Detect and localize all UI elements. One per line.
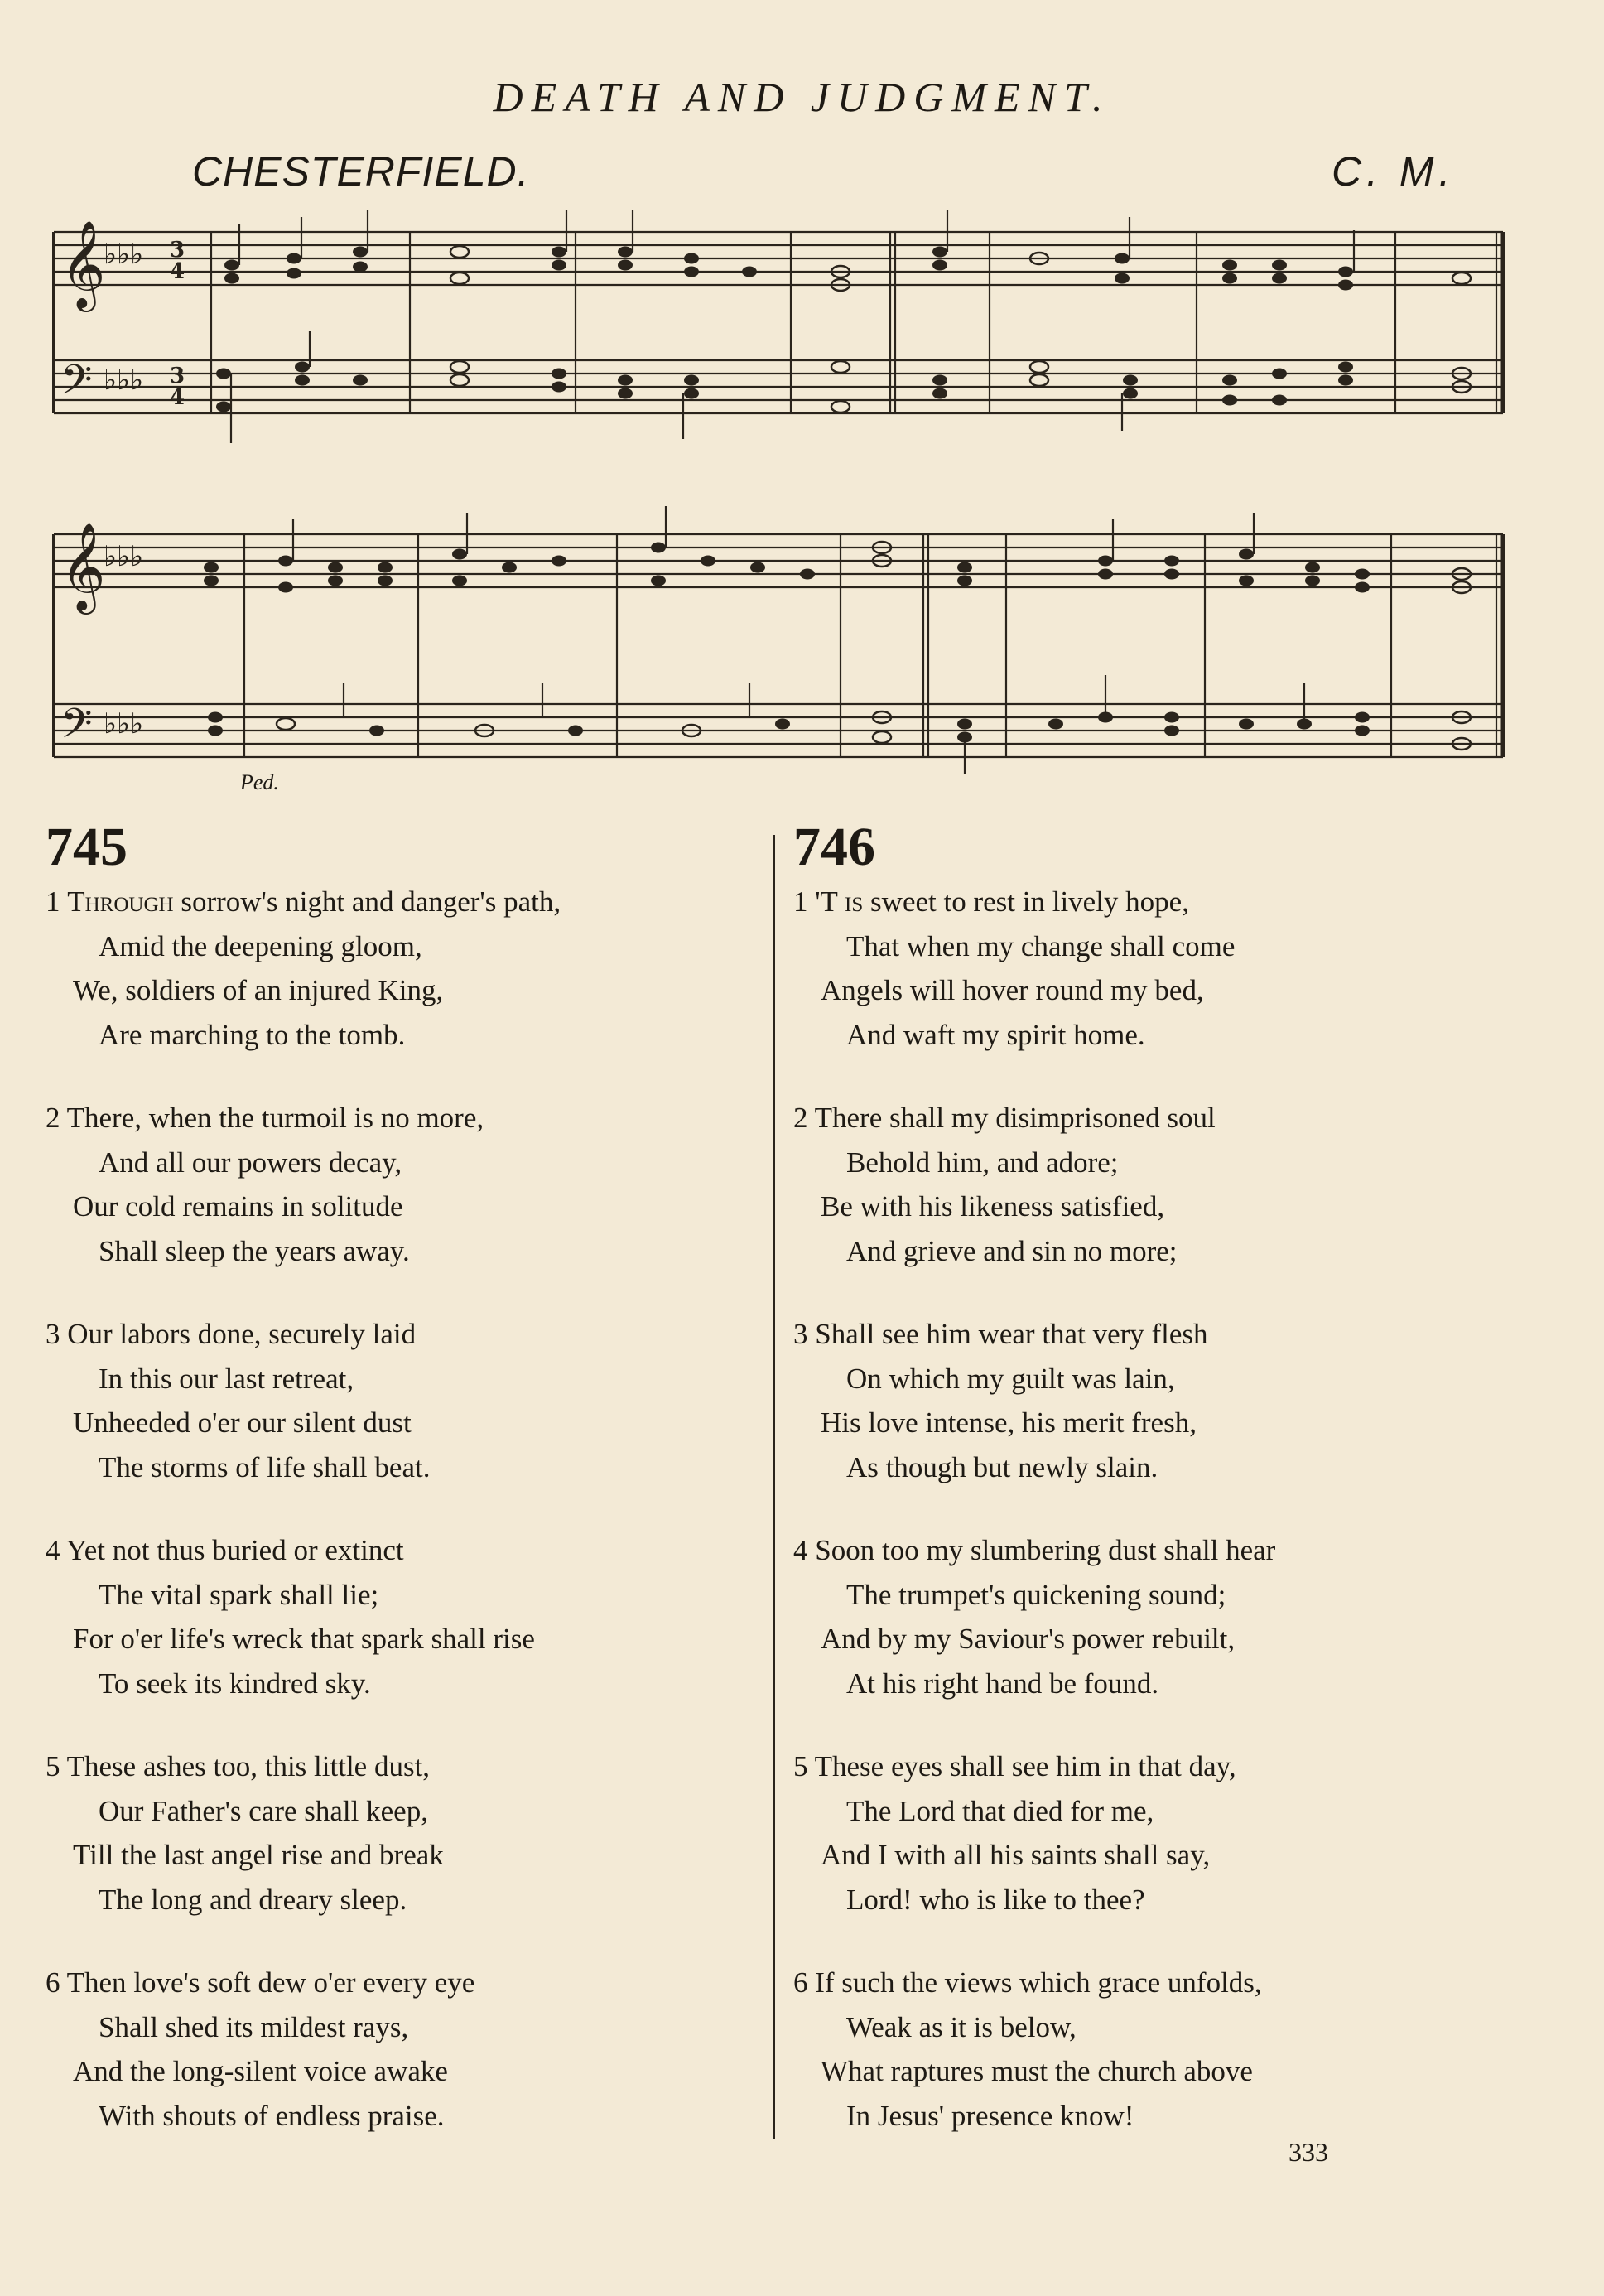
stanza-6: [793, 1961, 1522, 2138]
stanza-line: Weak as it is below,: [846, 2010, 1077, 2043]
stanza-line: [793, 1744, 1522, 1789]
stanza-line: [793, 880, 1522, 924]
svg-text:♭♭♭: ♭♭♭: [104, 540, 144, 573]
stanza-line-text: Then love's soft dew o'er every eye: [66, 1966, 475, 1999]
stanza-line: With shouts of endless praise.: [99, 2099, 445, 2132]
stanza-line: [46, 880, 766, 924]
music-system-1: [46, 199, 1520, 447]
stanza-line: [793, 1096, 1522, 1141]
stanza-number: 1: [793, 885, 808, 918]
stanza-line: For o'er life's wreck that spark shall rise: [73, 1623, 535, 1655]
stanza-line: [793, 1312, 1522, 1357]
stanza-line: And by my Saviour's power rebuilt,: [821, 1623, 1236, 1655]
stanza-line: [46, 1312, 766, 1357]
stanza-line: On which my guilt was lain,: [846, 1362, 1175, 1395]
stanza-line: Be with his likeness satisfied,: [821, 1190, 1165, 1223]
svg-text:♭♭♭: ♭♭♭: [104, 364, 144, 397]
stanza-5: [46, 1744, 766, 1922]
stanza-number: 3: [793, 1318, 808, 1350]
stanza-3: [793, 1312, 1522, 1489]
stanza-line-text: There, when the turmoil is no more,: [66, 1102, 484, 1134]
tune-name: CHESTERFIELD.: [192, 148, 530, 195]
svg-text:3: 3: [170, 364, 185, 388]
stanza-6: [46, 1961, 766, 2138]
stanza-line: And grieve and sin no more;: [846, 1234, 1178, 1267]
svg-text:𝄢: 𝄢: [60, 356, 93, 414]
stanza-1: [793, 880, 1522, 1057]
stanza-line: And all our powers decay,: [99, 1146, 402, 1179]
stanza-line: Shall shed its mildest rays,: [99, 2010, 409, 2043]
stanza-line-text: Soon too my slumbering dust shall hear: [815, 1534, 1276, 1566]
stanza-line: [46, 1744, 766, 1789]
stanza-line-text: sorrow's night and danger's path,: [181, 885, 561, 918]
stanza-4: [46, 1528, 766, 1705]
stanza-number: 2: [46, 1102, 60, 1134]
stanza-line: Unheeded o'er our silent dust: [73, 1406, 412, 1439]
svg-text:3: 3: [170, 238, 185, 263]
stanza-line: Are marching to the tomb.: [99, 1018, 406, 1051]
svg-text:♭♭♭: ♭♭♭: [104, 238, 144, 271]
music-system-2: [46, 501, 1520, 791]
hymn-number: 746: [793, 817, 875, 877]
stanza-5: [793, 1744, 1522, 1922]
stanza-first-word: Through: [67, 885, 174, 918]
pedal-mark: Ped.: [240, 770, 279, 794]
stanza-line: [46, 1096, 766, 1141]
stanza-line-text: Our labors done, securely laid: [67, 1318, 417, 1350]
stanza-2: [793, 1096, 1522, 1273]
svg-text:4: 4: [170, 385, 185, 410]
stanza-line: What raptures must the church above: [821, 2055, 1253, 2087]
stanza-line-text: These eyes shall see him in that day,: [814, 1750, 1236, 1782]
stanza-line: The trumpet's quickening sound;: [846, 1578, 1226, 1611]
stanza-line: Till the last angel rise and break: [73, 1839, 444, 1871]
stanza-line: The Lord that died for me,: [846, 1794, 1154, 1827]
stanza-line: [793, 1528, 1522, 1573]
svg-text:𝄞: 𝄞: [60, 522, 106, 610]
stanza-number: 4: [793, 1534, 808, 1566]
stanza-line: Amid the deepening gloom,: [99, 929, 422, 962]
stanza-line: Our Father's care shall keep,: [99, 1794, 428, 1827]
stanza-line: In this our last retreat,: [99, 1362, 354, 1395]
stanza-number: 1: [46, 885, 60, 918]
stanza-number: 5: [46, 1750, 60, 1782]
stanza-line-text: sweet to rest in lively hope,: [870, 885, 1189, 918]
stanza-line: And waft my spirit home.: [846, 1018, 1145, 1051]
stanza-line: The storms of life shall beat.: [99, 1450, 431, 1483]
stanza-2: [46, 1096, 766, 1273]
stanza-1: [46, 880, 766, 1057]
stanza-line: To seek its kindred sky.: [99, 1667, 371, 1700]
stanza-line: Shall sleep the years away.: [99, 1234, 410, 1267]
stanza-line: Behold him, and adore;: [846, 1146, 1119, 1179]
stanza-line: His love intense, his merit fresh,: [821, 1406, 1197, 1439]
svg-text:4: 4: [170, 259, 185, 284]
stanza-line-text: These ashes too, this little dust,: [66, 1750, 431, 1782]
stanza-line-text: Yet not thus buried or extinct: [65, 1534, 404, 1566]
stanza-line: Our cold remains in solitude: [73, 1190, 403, 1223]
stanza-line: [793, 1961, 1522, 2005]
svg-text:𝄞: 𝄞: [60, 219, 106, 308]
hymn-746: [793, 818, 1522, 2177]
stanza-line: [46, 1961, 766, 2005]
stanza-line: We, soldiers of an injured King,: [73, 974, 444, 1006]
hymn-745: [46, 818, 766, 2177]
stanza-number: 6: [46, 1966, 60, 1999]
stanza-line-text: There shall my disimprisoned soul: [814, 1102, 1216, 1134]
hymn-number: 745: [46, 817, 128, 877]
svg-text:♭♭♭: ♭♭♭: [104, 707, 144, 740]
stanza-number: 5: [793, 1750, 808, 1782]
column-divider: [773, 835, 775, 2139]
stanza-line: And I with all his saints shall say,: [821, 1839, 1211, 1871]
stanza-line: [46, 1528, 766, 1573]
page-number: 333: [1288, 2137, 1328, 2167]
stanza-line: That when my change shall come: [846, 929, 1236, 962]
stanza-3: [46, 1312, 766, 1489]
stanza-number: 3: [46, 1318, 60, 1350]
stanza-line: The vital spark shall lie;: [99, 1578, 379, 1611]
svg-text:𝄢: 𝄢: [60, 700, 93, 758]
stanza-number: 6: [793, 1966, 808, 1999]
stanza-line-text: If such the views which grace unfolds,: [815, 1966, 1262, 1999]
section-title: DEATH AND JUDGMENT.: [493, 74, 1111, 120]
stanza-line: As though but newly slain.: [846, 1450, 1158, 1483]
stanza-4: [793, 1528, 1522, 1705]
stanza-line: And the long-silent voice awake: [73, 2055, 448, 2087]
stanza-number: 2: [793, 1102, 808, 1134]
stanza-line: The long and dreary sleep.: [99, 1883, 407, 1916]
stanza-line: At his right hand be found.: [846, 1667, 1159, 1700]
stanza-line: Lord! who is like to thee?: [846, 1883, 1145, 1916]
stanza-line-text: Shall see him wear that very flesh: [815, 1318, 1208, 1350]
stanza-number: 4: [46, 1534, 60, 1566]
stanza-line: In Jesus' presence know!: [846, 2099, 1134, 2132]
tune-meter: C. M.: [1332, 148, 1456, 195]
stanza-line: Angels will hover round my bed,: [821, 974, 1204, 1006]
stanza-first-word: 'T is: [815, 885, 864, 918]
